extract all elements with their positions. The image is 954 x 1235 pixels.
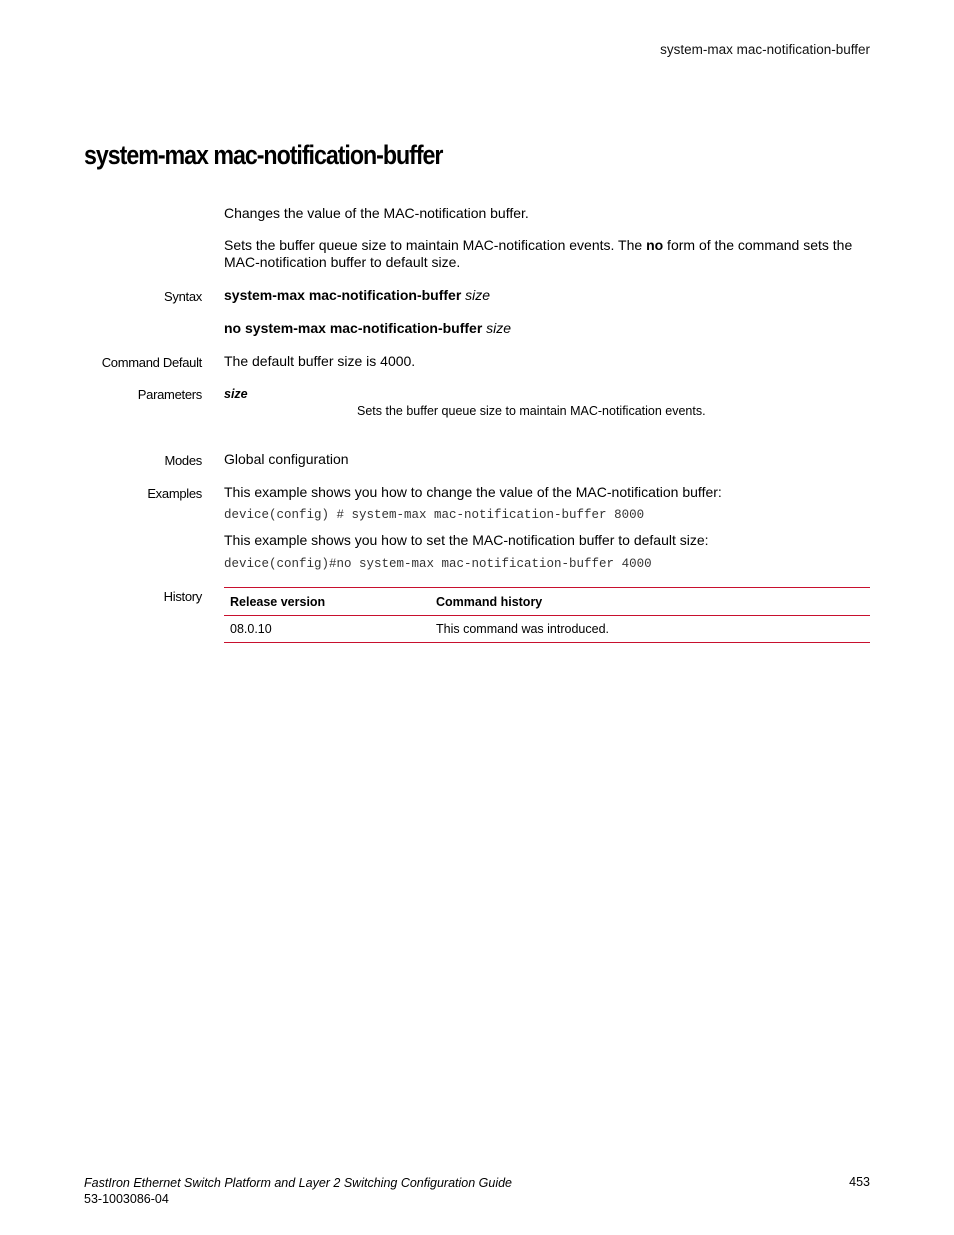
history-command-cell: This command was introduced.: [436, 622, 609, 636]
history-header-row: [224, 588, 870, 616]
modes-text: Global configuration: [224, 451, 349, 467]
history-col-release: Release version: [230, 594, 326, 609]
label-command-default: Command Default: [101, 355, 202, 370]
description-line-2: [224, 237, 864, 271]
label-modes: Modes: [164, 453, 202, 468]
parameter-description: Sets the buffer queue size to maintain MAC-notification events.: [357, 404, 706, 418]
syntax-command: system-max mac-notification-buffer: [224, 287, 462, 303]
syntax-argument: size: [465, 287, 491, 303]
syntax-line-2: [224, 320, 864, 337]
label-history: History: [163, 589, 202, 604]
footer-doc-number: 53-1003086-04: [84, 1192, 169, 1206]
footer-left: [84, 1175, 512, 1207]
running-header: system-max mac-notification-buffer: [660, 42, 870, 57]
example-1-text: This example shows you how to change the value of the MAC-notification buffer:: [224, 484, 722, 500]
description-line-1: Changes the value of the MAC-notification buffer.: [224, 205, 529, 221]
command-default-text: The default buffer size is 4000.: [224, 353, 416, 369]
footer-guide-title: FastIron Ethernet Switch Platform and Layer 2 Switching Configuration Guide: [84, 1176, 512, 1190]
syntax-no-argument: size: [486, 320, 512, 336]
page-title: system-max mac-notification-buffer: [84, 140, 443, 170]
footer-page-number: 453: [849, 1175, 870, 1189]
history-release-cell: 08.0.10: [230, 622, 272, 636]
description-post: form of the command sets the MAC-notification buffer to default size.: [224, 237, 853, 270]
example-1-code: device(config) # system-max mac-notification-buffer 8000: [224, 508, 645, 522]
syntax-line-1: [224, 287, 864, 304]
label-syntax: Syntax: [164, 289, 202, 304]
example-2-text: This example shows you how to set the MAC-notification buffer to default size:: [224, 532, 709, 548]
example-2-code: device(config)#no system-max mac-notification-buffer 4000: [224, 557, 652, 571]
description-pre: Sets the buffer queue size to maintain MAC-notification events. The: [224, 237, 647, 253]
history-col-command: Command history: [436, 594, 543, 609]
table-row: [224, 616, 870, 643]
description-no-keyword: no: [646, 237, 664, 253]
syntax-no-command: no system-max mac-notification-buffer: [224, 320, 483, 336]
parameter-name: size: [224, 387, 248, 401]
history-table: [224, 587, 870, 643]
label-parameters: Parameters: [137, 387, 202, 402]
label-examples: Examples: [147, 486, 202, 501]
